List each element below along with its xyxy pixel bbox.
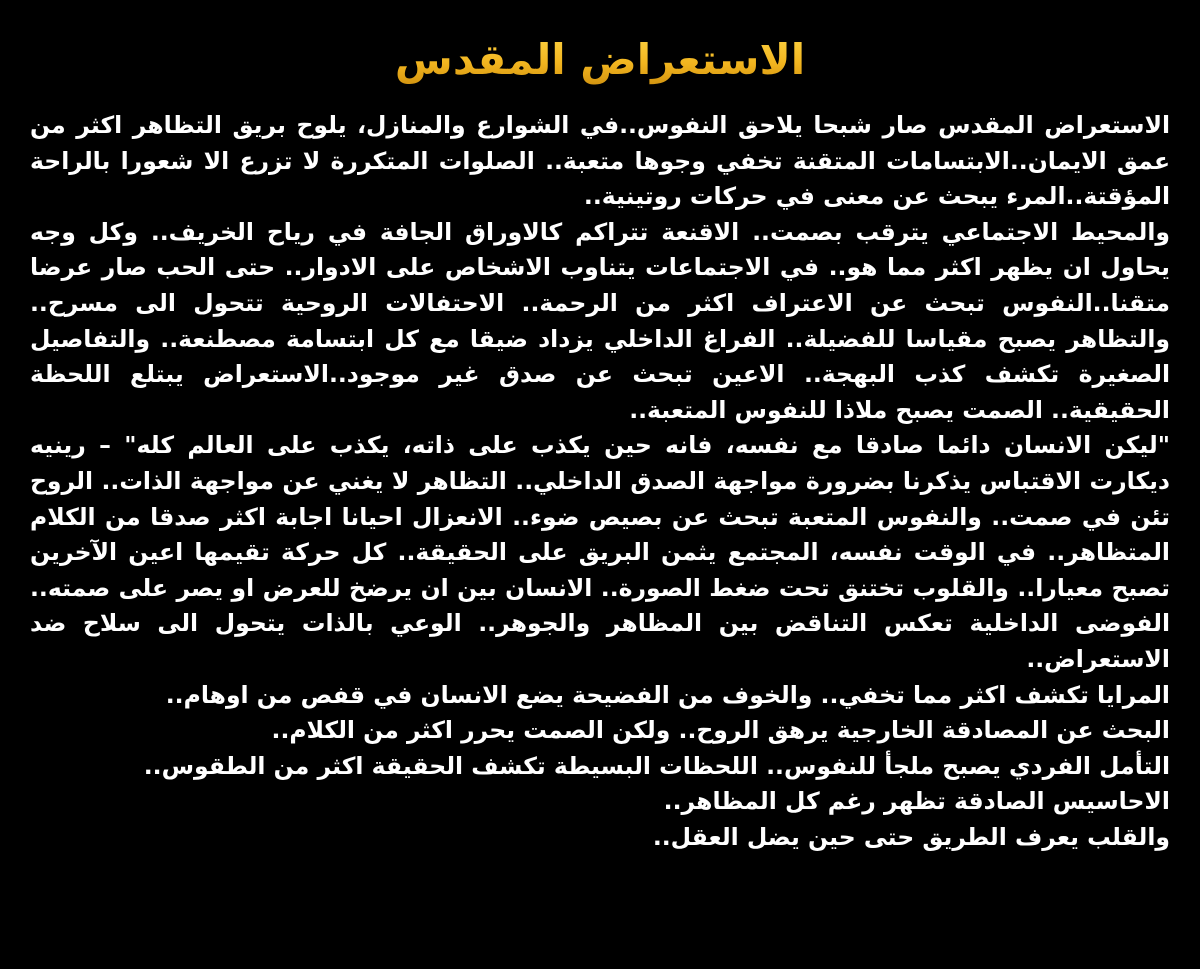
paragraph-6: التأمل الفردي يصبح ملجأ للنفوس.. اللحظات البسيطة تكشف الحقيقة اكثر من الطقوس.. [143, 751, 1170, 780]
paragraph-2: والمحيط الاجتماعي يترقب بصمت.. الاقنعة تتراكم كالاوراق الجافة في رياح الخريف.. وكل وجه يحاول ان يظهر اكثر مما هو.. في الاجتماعات يتناوب الاشخاص على الادوار.. حتى الحب صار عرضا متقنا..النفوس تبحث عن الاعتراف اكثر من الرحمة.. الاحتفالات الروحية تتحول الى مسرح.. والتظاهر يصبح مقياسا للفضيلة.. الفراغ الداخلي يزداد ضيقا مع كل ابتسامة مصطنعة.. والتفاصيل الصغيرة تكشف كذب البهجة.. الاعين تبحث عن صدق غير موجود..الاستعراض يبتلع اللحظة الحقيقية.. الصمت يصبح ملاذا للنفوس المتعبة.. [30, 217, 1170, 424]
document-body [30, 108, 1170, 855]
paragraph-8: والقلب يعرف الطريق حتى حين يضل العقل.. [652, 822, 1170, 851]
paragraph-3: "ليكن الانسان دائما صادقا مع نفسه، فانه حين يكذب على ذاته، يكذب على العالم كله" – رينيه ديكارت الاقتباس يذكرنا بضرورة مواجهة الصدق الداخلي.. التظاهر لا يغني عن مواجهة الذات.. الروح تئن في صمت.. والنفوس المتعبة تبحث عن بصيص ضوء.. الانعزال احيانا اجابة اكثر صدقا من الكلام المتظاهر.. في الوقت نفسه، المجتمع يثمن البريق على الحقيقة.. كل حركة تقيمها اعين الآخرين تصبح معيارا.. والقلوب تختنق تحت ضغط الصورة.. الانسان بين ان يرضخ للعرض او يصر على صمته.. الفوضى الداخلية تعكس التناقض بين المظاهر والجوهر.. الوعي بالذات يتحول الى سلاح ضد الاستعراض.. [30, 431, 1170, 673]
paragraph-4: المرايا تكشف اكثر مما تخفي.. والخوف من الفضيحة يضع الانسان في قفص من اوهام.. [165, 680, 1170, 709]
page-title: الاستعراض المقدس [30, 28, 1170, 92]
paragraph-7: الاحاسيس الصادقة تظهر رغم كل المظاهر.. [663, 787, 1170, 816]
paragraph-5: البحث عن المصادقة الخارجية يرهق الروح.. ولكن الصمت يحرر اكثر من الكلام.. [271, 716, 1170, 745]
paragraph-1: الاستعراض المقدس صار شبحا يلاحق النفوس..في الشوارع والمنازل، يلوح بريق التظاهر اكثر من عمق الايمان..الابتسامات المتقنة تخفي وجوها متعبة.. الصلوات المتكررة لا تزرع الا شعورا بالراحة المؤقتة..المرء يبحث عن معنى في حركات روتينية.. [30, 111, 1170, 211]
